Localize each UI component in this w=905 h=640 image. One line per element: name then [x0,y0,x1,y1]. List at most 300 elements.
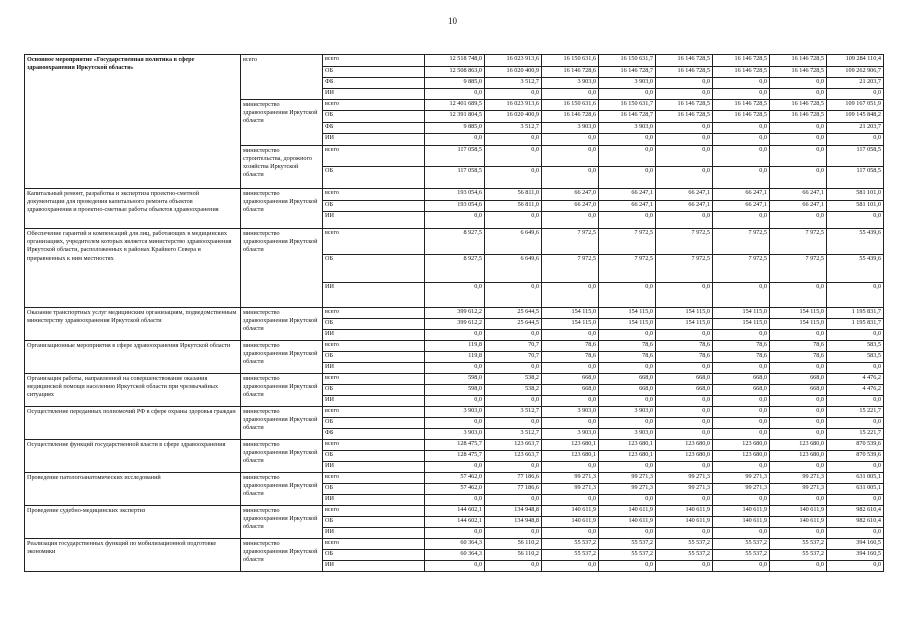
year-value: 6 649,6 [485,229,542,255]
year-value: 0,0 [770,560,827,571]
year-value: 56 110,2 [485,538,542,549]
year-value: 99 271,3 [542,483,599,494]
funding-source: всего [323,99,425,111]
year-value: 0,0 [713,362,770,373]
funding-source: всего [323,373,425,384]
year-value: 154 115,0 [542,318,599,329]
year-value: 0,0 [770,494,827,505]
year-value: 0,0 [485,417,542,428]
funding-source: всего [323,307,425,318]
year-value: 128 475,7 [425,439,485,450]
year-value: 0,0 [656,362,713,373]
total-value: 0,0 [827,88,884,99]
year-value: 154 115,0 [599,318,656,329]
year-value: 56 811,0 [485,200,542,212]
year-value: 538,2 [485,373,542,384]
table-row [25,505,884,516]
year-value: 16 150 631,7 [599,55,656,67]
year-value: 0,0 [425,395,485,406]
year-value: 140 611,9 [542,516,599,527]
year-value: 3 903,0 [425,428,485,439]
funding-source: ИИ [323,395,425,406]
year-value: 0,0 [542,88,599,99]
year-value: 0,0 [713,166,770,188]
year-value: 140 611,9 [713,516,770,527]
year-value: 0,0 [656,527,713,538]
year-value: 6 649,6 [485,255,542,283]
year-value: 78,6 [656,351,713,362]
year-value: 7 972,5 [542,229,599,255]
year-value: 399 612,2 [425,318,485,329]
year-value: 9 885,0 [425,77,485,88]
year-value: 117 058,5 [425,166,485,188]
year-value: 3 512,7 [485,77,542,88]
year-value: 0,0 [485,212,542,229]
year-value: 123 680,1 [542,450,599,461]
executor-name: министерство здравоохранения Иркутской области [241,439,323,472]
year-value: 78,6 [713,351,770,362]
year-value: 0,0 [599,145,656,166]
year-value: 0,0 [713,428,770,439]
year-value: 0,0 [425,527,485,538]
year-value: 0,0 [713,145,770,166]
year-value: 8 927,5 [425,255,485,283]
total-value: 982 610,4 [827,516,884,527]
year-value: 7 972,5 [656,255,713,283]
year-value: 0,0 [656,77,713,88]
year-value: 0,0 [599,134,656,146]
year-value: 66 247,1 [770,188,827,200]
year-value: 0,0 [656,494,713,505]
year-value: 16 150 631,6 [542,55,599,67]
year-value: 0,0 [656,145,713,166]
funding-source: всего [323,340,425,351]
total-value: 0,0 [827,329,884,340]
year-value: 140 611,9 [770,516,827,527]
year-value: 0,0 [656,461,713,472]
year-value: 0,0 [485,166,542,188]
year-value: 12 508 863,0 [425,66,485,77]
year-value: 0,0 [542,417,599,428]
year-value: 7 972,5 [770,229,827,255]
year-value: 0,0 [713,329,770,340]
total-value: 109 167 051,9 [827,99,884,111]
year-value: 668,0 [542,384,599,395]
year-value: 99 271,3 [599,483,656,494]
year-value: 0,0 [770,417,827,428]
year-value: 66 247,1 [599,188,656,200]
funding-source: всего [323,145,425,166]
year-value: 12 401 689,5 [425,99,485,111]
total-value: 0,0 [827,134,884,146]
year-value: 668,0 [770,384,827,395]
year-value: 154 115,0 [656,307,713,318]
year-value: 0,0 [425,212,485,229]
year-value: 0,0 [485,88,542,99]
measure-name: Обеспечение гарантий и компенсаций для лиц, работающих в медицинских организациях, учредителем которых является министерство здравоохранения Иркутской области, расположенных в районах Крайнего Севера и приравненных к ним местностях [25,229,241,308]
year-value: 134 948,8 [485,516,542,527]
measure-name: Проведение судебно-медицинских экспертиз [25,505,241,538]
total-value: 870 539,6 [827,439,884,450]
year-value: 598,0 [425,384,485,395]
year-value: 0,0 [713,122,770,134]
year-value: 3 512,7 [485,428,542,439]
funding-source: ОБ [323,255,425,283]
funding-source: ИИ [323,560,425,571]
year-value: 16 146 728,7 [599,66,656,77]
year-value: 0,0 [485,282,542,307]
year-value: 123 663,7 [485,439,542,450]
year-value: 0,0 [425,560,485,571]
year-value: 55 537,2 [656,538,713,549]
year-value: 66 247,1 [599,200,656,212]
year-value: 0,0 [713,88,770,99]
year-value: 0,0 [770,122,827,134]
funding-source: ФБ [323,77,425,88]
year-value: 0,0 [656,417,713,428]
year-value: 0,0 [425,417,485,428]
year-value: 119,8 [425,340,485,351]
year-value: 0,0 [485,494,542,505]
year-value: 78,6 [770,340,827,351]
total-value: 4 476,2 [827,373,884,384]
year-value: 8 927,5 [425,229,485,255]
total-value: 55 439,6 [827,255,884,283]
year-value: 0,0 [425,134,485,146]
year-value: 140 611,9 [770,505,827,516]
year-value: 668,0 [713,384,770,395]
total-value: 631 005,1 [827,483,884,494]
year-value: 140 611,9 [599,516,656,527]
year-value: 0,0 [770,428,827,439]
measure-name: Организация работы, направленной на совершенствование оказания медицинской помощи населению Иркутской области при чрезвычайных ситуациях [25,373,241,406]
year-value: 0,0 [770,134,827,146]
measure-name: Осуществление функций государственной власти в сфере здравоохранения [25,439,241,472]
year-value: 0,0 [599,395,656,406]
funding-source: ИИ [323,134,425,146]
year-value: 12 518 748,0 [425,55,485,67]
year-value: 0,0 [485,560,542,571]
year-value: 0,0 [713,406,770,417]
year-value: 0,0 [599,494,656,505]
year-value: 0,0 [770,461,827,472]
year-value: 0,0 [713,134,770,146]
page-number: 10 [448,16,457,26]
year-value: 0,0 [713,395,770,406]
funding-source: ОБ [323,111,425,123]
year-value: 16 146 728,5 [770,111,827,123]
funding-source: ОБ [323,200,425,212]
year-value: 66 247,1 [713,188,770,200]
year-value: 0,0 [599,88,656,99]
total-value: 0,0 [827,212,884,229]
year-value: 0,0 [599,212,656,229]
year-value: 0,0 [713,282,770,307]
measure-name: Проведение патологоанатомических исследований [25,472,241,505]
year-value: 12 391 804,5 [425,111,485,123]
year-value: 140 611,9 [656,505,713,516]
year-value: 128 475,7 [425,450,485,461]
year-value: 0,0 [713,461,770,472]
executor-name: министерство здравоохранения Иркутской области [241,505,323,538]
funding-source: всего [323,55,425,67]
year-value: 0,0 [599,329,656,340]
total-value: 870 539,6 [827,450,884,461]
year-value: 99 271,3 [599,472,656,483]
year-value: 154 115,0 [713,307,770,318]
year-value: 66 247,1 [770,200,827,212]
funding-source: всего [323,439,425,450]
year-value: 668,0 [656,373,713,384]
table-row [25,307,884,318]
year-value: 0,0 [425,88,485,99]
year-value: 70,7 [485,351,542,362]
year-value: 7 972,5 [599,255,656,283]
year-value: 538,2 [485,384,542,395]
year-value: 0,0 [770,166,827,188]
year-value: 0,0 [485,145,542,166]
year-value: 123 680,0 [770,450,827,461]
year-value: 0,0 [542,494,599,505]
year-value: 668,0 [599,373,656,384]
table-row [25,538,884,549]
year-value: 123 680,1 [599,450,656,461]
year-value: 0,0 [425,494,485,505]
year-value: 0,0 [542,212,599,229]
funding-source: ОБ [323,166,425,188]
year-value: 3 903,0 [542,428,599,439]
total-value: 117 058,5 [827,166,884,188]
year-value: 193 054,6 [425,188,485,200]
year-value: 16 146 728,5 [656,99,713,111]
funding-source: ИИ [323,88,425,99]
year-value: 0,0 [485,527,542,538]
year-value: 55 537,2 [599,549,656,560]
year-value: 99 271,3 [656,472,713,483]
year-value: 123 680,0 [770,439,827,450]
year-value: 0,0 [770,362,827,373]
total-value: 1 195 831,7 [827,307,884,318]
total-value: 631 005,1 [827,472,884,483]
year-value: 16 146 728,5 [770,55,827,67]
year-value: 0,0 [599,461,656,472]
year-value: 7 972,5 [713,255,770,283]
funding-source: ИИ [323,494,425,505]
year-value: 0,0 [485,329,542,340]
year-value: 78,6 [770,351,827,362]
year-value: 0,0 [542,461,599,472]
total-value: 0,0 [827,560,884,571]
year-value: 598,0 [425,373,485,384]
year-value: 56 110,2 [485,549,542,560]
year-value: 66 247,1 [656,188,713,200]
funding-source: ИИ [323,461,425,472]
year-value: 3 903,0 [542,406,599,417]
funding-source: всего [323,472,425,483]
year-value: 7 972,5 [599,229,656,255]
funding-source: ОБ [323,351,425,362]
year-value: 25 644,5 [485,307,542,318]
year-value: 77 186,6 [485,483,542,494]
year-value: 16 146 728,5 [656,111,713,123]
year-value: 0,0 [425,461,485,472]
year-value: 16 146 728,5 [713,111,770,123]
year-value: 0,0 [770,77,827,88]
year-value: 3 512,7 [485,122,542,134]
year-value: 16 146 728,5 [713,55,770,67]
funding-source: ФБ [323,428,425,439]
year-value: 3 903,0 [599,122,656,134]
year-value: 0,0 [542,527,599,538]
year-value: 0,0 [656,212,713,229]
year-value: 16 023 913,6 [485,99,542,111]
year-value: 0,0 [770,212,827,229]
year-value: 3 903,0 [599,77,656,88]
executor-name: министерство здравоохранения Иркутской области [241,538,323,571]
executor-name: министерство здравоохранения Иркутской области [241,99,323,145]
year-value: 0,0 [485,134,542,146]
total-value: 0,0 [827,362,884,373]
year-value: 668,0 [713,373,770,384]
year-value: 0,0 [599,362,656,373]
year-value: 0,0 [656,428,713,439]
year-value: 668,0 [656,384,713,395]
funding-source: ОБ [323,516,425,527]
executor-name: министерство здравоохранения Иркутской области [241,472,323,505]
funding-source: ОБ [323,66,425,77]
year-value: 66 247,0 [542,200,599,212]
year-value: 193 054,6 [425,200,485,212]
table-row [25,406,884,417]
total-value: 0,0 [827,417,884,428]
year-value: 0,0 [599,417,656,428]
year-value: 123 680,1 [542,439,599,450]
total-value: 0,0 [827,527,884,538]
funding-source: всего [323,229,425,255]
funding-source: ИИ [323,527,425,538]
executor-name: всего [241,55,323,100]
year-value: 0,0 [713,212,770,229]
total-value: 55 439,6 [827,229,884,255]
year-value: 0,0 [485,461,542,472]
year-value: 0,0 [770,527,827,538]
year-value: 16 146 728,5 [713,99,770,111]
year-value: 7 972,5 [713,229,770,255]
year-value: 57 462,0 [425,472,485,483]
year-value: 3 903,0 [599,406,656,417]
total-value: 982 610,4 [827,505,884,516]
total-value: 117 058,5 [827,145,884,166]
year-value: 99 271,3 [713,483,770,494]
funding-source: ОБ [323,417,425,428]
total-value: 15 221,7 [827,406,884,417]
total-value: 394 160,5 [827,538,884,549]
total-value: 21 203,7 [827,122,884,134]
funding-source: ОБ [323,450,425,461]
total-value: 109 284 110,4 [827,55,884,67]
year-value: 16 146 728,7 [599,111,656,123]
year-value: 0,0 [542,395,599,406]
year-value: 0,0 [656,166,713,188]
year-value: 25 644,5 [485,318,542,329]
year-value: 668,0 [770,373,827,384]
year-value: 0,0 [656,88,713,99]
table-row [25,229,884,255]
funding-source: ИИ [323,282,425,307]
year-value: 154 115,0 [542,307,599,318]
year-value: 140 611,9 [599,505,656,516]
measure-name: Оказание транспортных услуг медицинским организациям, подведомственным министерству здравоохранения Иркутской области [25,307,241,340]
funding-source: ИИ [323,362,425,373]
year-value: 55 537,2 [770,538,827,549]
year-value: 0,0 [713,560,770,571]
executor-name: министерство здравоохранения Иркутской области [241,229,323,308]
executor-name: министерство здравоохранения Иркутской области [241,373,323,406]
year-value: 0,0 [542,362,599,373]
year-value: 0,0 [542,145,599,166]
total-value: 0,0 [827,395,884,406]
year-value: 77 186,6 [485,472,542,483]
year-value: 0,0 [770,395,827,406]
year-value: 668,0 [542,373,599,384]
year-value: 123 663,7 [485,450,542,461]
year-value: 16 146 728,6 [542,66,599,77]
total-value: 4 476,2 [827,384,884,395]
year-value: 0,0 [599,527,656,538]
year-value: 16 020 400,9 [485,111,542,123]
total-value: 394 160,5 [827,549,884,560]
year-value: 0,0 [656,329,713,340]
year-value: 144 602,1 [425,505,485,516]
table-row [25,439,884,450]
year-value: 7 972,5 [770,255,827,283]
funding-source: ОБ [323,384,425,395]
total-value: 581 101,0 [827,188,884,200]
total-value: 109 262 906,7 [827,66,884,77]
year-value: 78,6 [713,340,770,351]
year-value: 60 364,3 [425,538,485,549]
year-value: 0,0 [656,560,713,571]
table-row [25,340,884,351]
year-value: 78,6 [599,351,656,362]
funding-source: ОБ [323,483,425,494]
total-value: 109 145 848,2 [827,111,884,123]
funding-source: всего [323,406,425,417]
total-value: 21 203,7 [827,77,884,88]
year-value: 0,0 [770,329,827,340]
total-value: 581 101,0 [827,200,884,212]
year-value: 66 247,1 [713,200,770,212]
year-value: 16 146 728,5 [656,66,713,77]
year-value: 3 512,7 [485,406,542,417]
year-value: 57 462,0 [425,483,485,494]
year-value: 140 611,9 [656,516,713,527]
table-row [25,55,884,67]
year-value: 55 537,2 [542,549,599,560]
year-value: 16 146 728,5 [713,66,770,77]
year-value: 0,0 [542,166,599,188]
year-value: 668,0 [599,384,656,395]
year-value: 154 115,0 [713,318,770,329]
measure-name: Организационные мероприятия в сфере здравоохранения Иркутской области [25,340,241,373]
year-value: 0,0 [485,362,542,373]
executor-name: министерство здравоохранения Иркутской области [241,307,323,340]
year-value: 0,0 [425,329,485,340]
year-value: 99 271,3 [656,483,713,494]
year-value: 0,0 [656,282,713,307]
year-value: 123 680,1 [599,439,656,450]
year-value: 55 537,2 [599,538,656,549]
